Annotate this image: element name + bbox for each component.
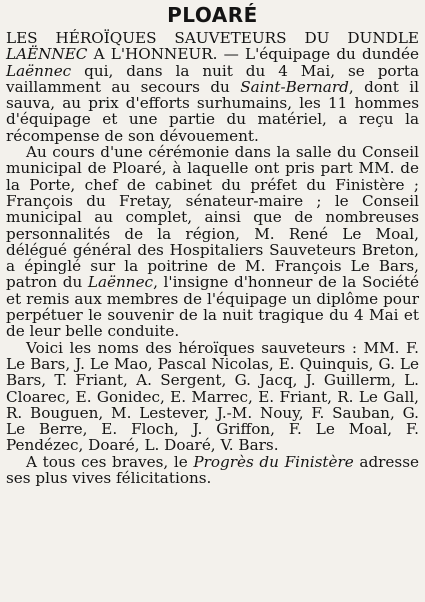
paragraph-2 — [6, 144, 419, 340]
paragraph-4-end: adresse ses plus vives félicitations. — [6, 452, 419, 488]
lead-ship-name: LAËNNEC — [6, 45, 88, 64]
paragraph-1-end: , dont il sauva, au prix d'efforts surhumains, les 11 hommes d'équipage et une partie du matériel, a reçu la récompense de son dévouement. — [6, 77, 420, 145]
paragraph-2-end: , l'insigne d'honneur de la Société et remis aux membres de l'équipage un diplôme pour perpétuer le souvenir de la nuit tragique du 4 Mai et de leur belle conduite. — [6, 273, 419, 341]
paragraph-4-text: A tous ces braves, le — [26, 452, 194, 471]
paragraph-4 — [6, 454, 419, 487]
headline: PLOARÉ — [167, 3, 258, 27]
paragraph-3-crew-list — [6, 340, 419, 454]
ship-name: Laënnec — [6, 61, 72, 80]
paragraph-1 — [6, 30, 419, 144]
rescued-ship-name: Saint-Bernard — [240, 77, 349, 96]
paragraph-1-text: qui, dans la nuit du 4 Mai, se porta vaillamment au secours du — [6, 61, 419, 96]
article-body — [6, 30, 419, 486]
lead-heading-part2: A L'HONNEUR. — L'équipage du dundée — [87, 45, 419, 64]
lead-heading-part1: LES HÉROÏQUES SAUVETEURS DU DUNDLE — [6, 29, 419, 47]
ship-name: Laënnec — [87, 273, 154, 292]
crew-list-text: Voici les noms des héroïques sauveteurs : MM. F. Le Bars, J. Le Mao, Pascal Nicolas, E. Quinquis, G. Le Bars, T. Friant, A. Sergent, G. Jacq, J. Guillerm, L. Cloarec, E. Gonidec, E. Marrec, E. Friant, R. Le Gall, R. Bouguen, M. Lestever, J.-M. Nouy, F. Sauban, G. Le Berre, E. Floch, J. Griffon, F. Le Moal, F. Pendézec, Doaré, L. Doaré, V. Bars. — [6, 338, 419, 455]
newspaper-name: Progrès du Finistère — [193, 452, 354, 471]
paragraph-2-text: Au cours d'une cérémonie dans la salle du Conseil municipal de Ploaré, à laquelle ont pris part MM. de la Porte, chef de cabinet du préfet du Finistère ; François du Fretay, sénateur-maire ; le Conseil municipal au complet, ainsi que de nombreuses personnalités de la région, M. René Le Moal, délégué général des Hospitaliers Sauveteurs Breton, a épinglé sur la poitrine de M. François Le Bars, patron du — [6, 143, 419, 292]
